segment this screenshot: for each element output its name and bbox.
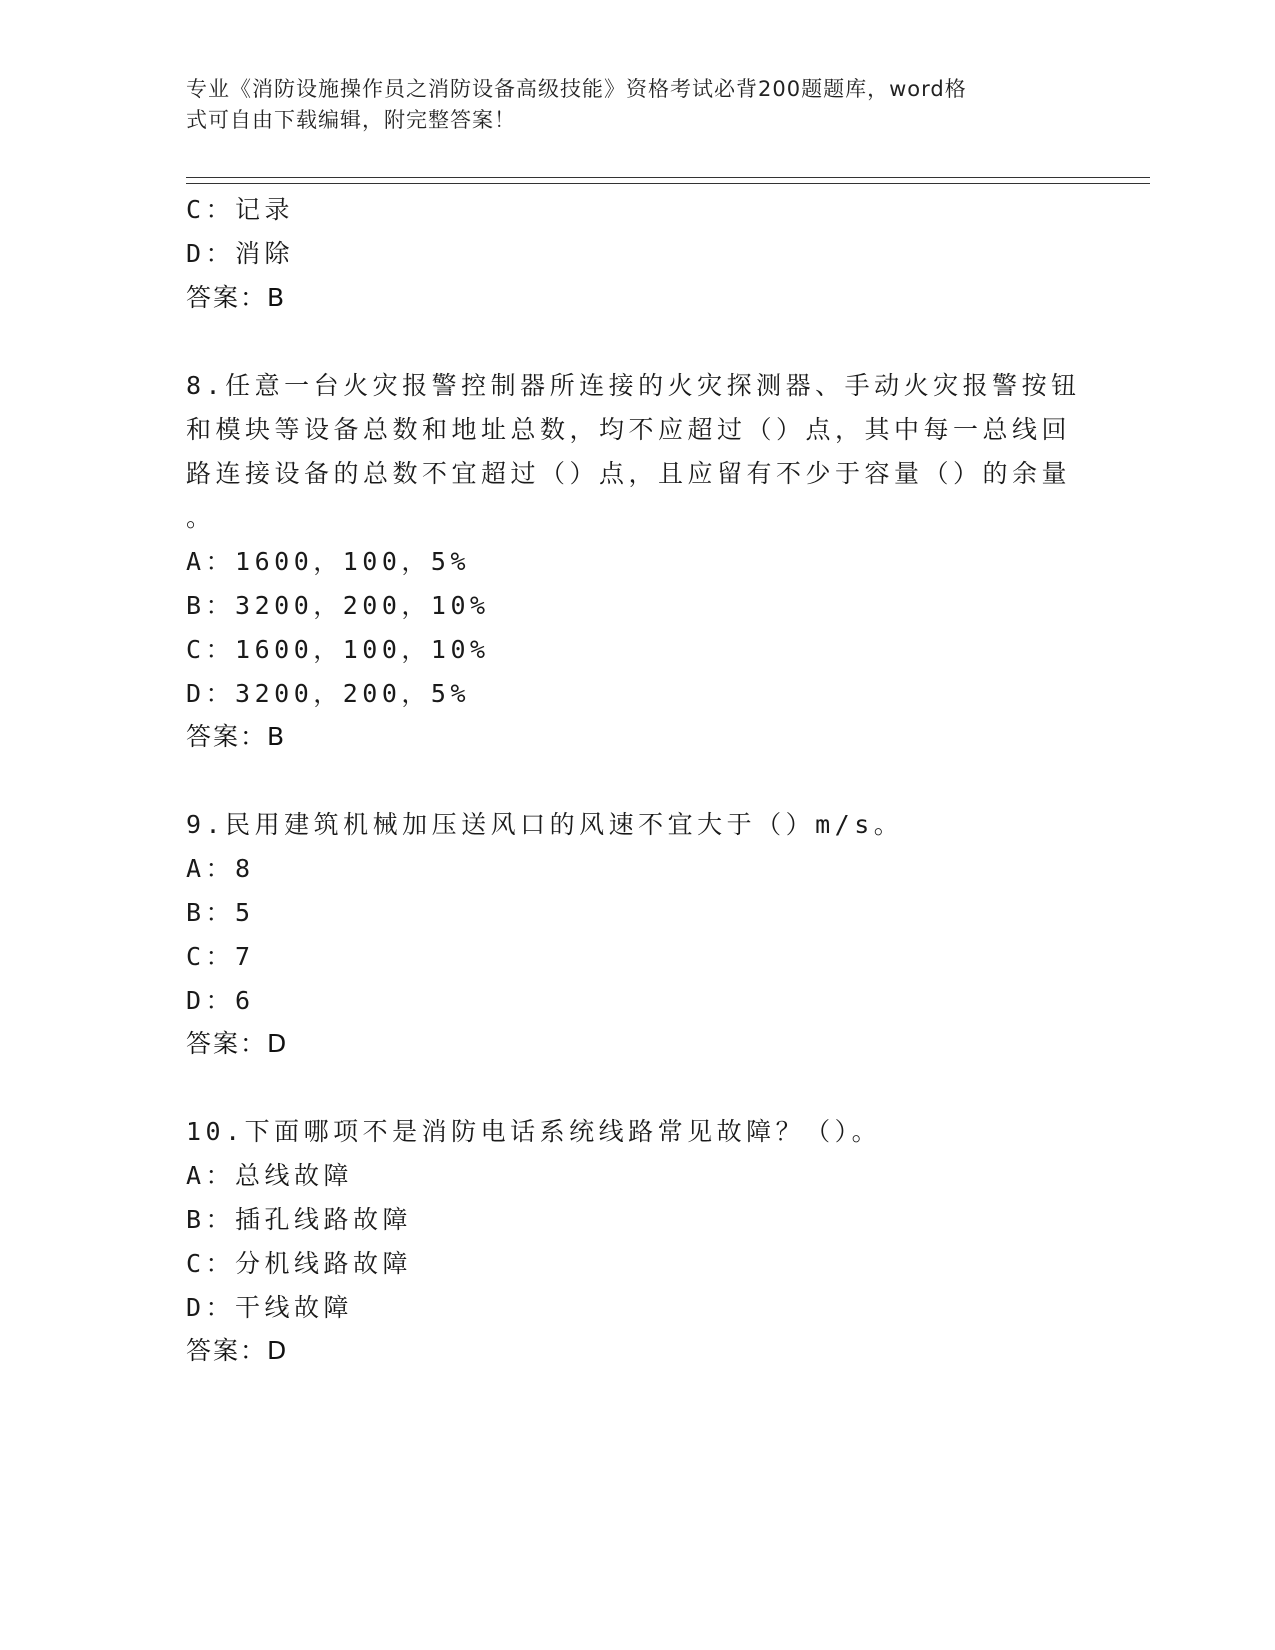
q8-answer: 答案：B xyxy=(186,722,287,751)
q10-option-b: B：插孔线路故障 xyxy=(186,1205,413,1234)
q8-stem-line-4: 。 xyxy=(186,503,216,532)
page-header xyxy=(186,74,1066,136)
header-rule-bottom xyxy=(186,183,1150,184)
q9-option-b: B：5 xyxy=(186,898,255,927)
header-line-1: 专业《消防设施操作员之消防设备高级技能》资格考试必背200题题库，word格 xyxy=(186,77,967,101)
q10-option-c: C：分机线路故障 xyxy=(186,1249,413,1278)
q9-stem: 9.民用建筑机械加压送风口的风速不宜大于（）m/s。 xyxy=(186,810,904,839)
q8-option-c: C：1600，100，10% xyxy=(186,635,490,664)
q10-option-d: D：干线故障 xyxy=(186,1293,354,1322)
q7-option-d: D：消除 xyxy=(186,239,295,268)
header-rule-top xyxy=(186,177,1150,178)
q7-answer: 答案：B xyxy=(186,283,287,312)
q9-option-c: C：7 xyxy=(186,942,255,971)
q10-option-a: A：总线故障 xyxy=(186,1161,354,1190)
q8-option-b: B：3200，200，10% xyxy=(186,591,490,620)
q8-stem-line-3: 路连接设备的总数不宜超过（）点，且应留有不少于容量（）的余量 xyxy=(186,459,1072,488)
q10-answer: 答案：D xyxy=(186,1336,289,1365)
q8-option-a: A：1600，100，5% xyxy=(186,547,471,576)
q9-answer: 答案：D xyxy=(186,1029,289,1058)
q8-stem-line-2: 和模块等设备总数和地址总数，均不应超过（）点，其中每一总线回 xyxy=(186,415,1072,444)
q9-option-d: D：6 xyxy=(186,986,255,1015)
q7-option-c: C：记录 xyxy=(186,195,295,224)
q10-stem: 10.下面哪项不是消防电话系统线路常见故障？（）。 xyxy=(186,1117,882,1146)
q9-option-a: A：8 xyxy=(186,854,255,883)
header-line-2: 式可自由下载编辑，附完整答案！ xyxy=(186,108,516,132)
q8-stem-line-1: 8.任意一台火灾报警控制器所连接的火灾探测器、手动火灾报警按钮 xyxy=(186,371,1081,400)
q8-option-d: D：3200，200，5% xyxy=(186,679,471,708)
